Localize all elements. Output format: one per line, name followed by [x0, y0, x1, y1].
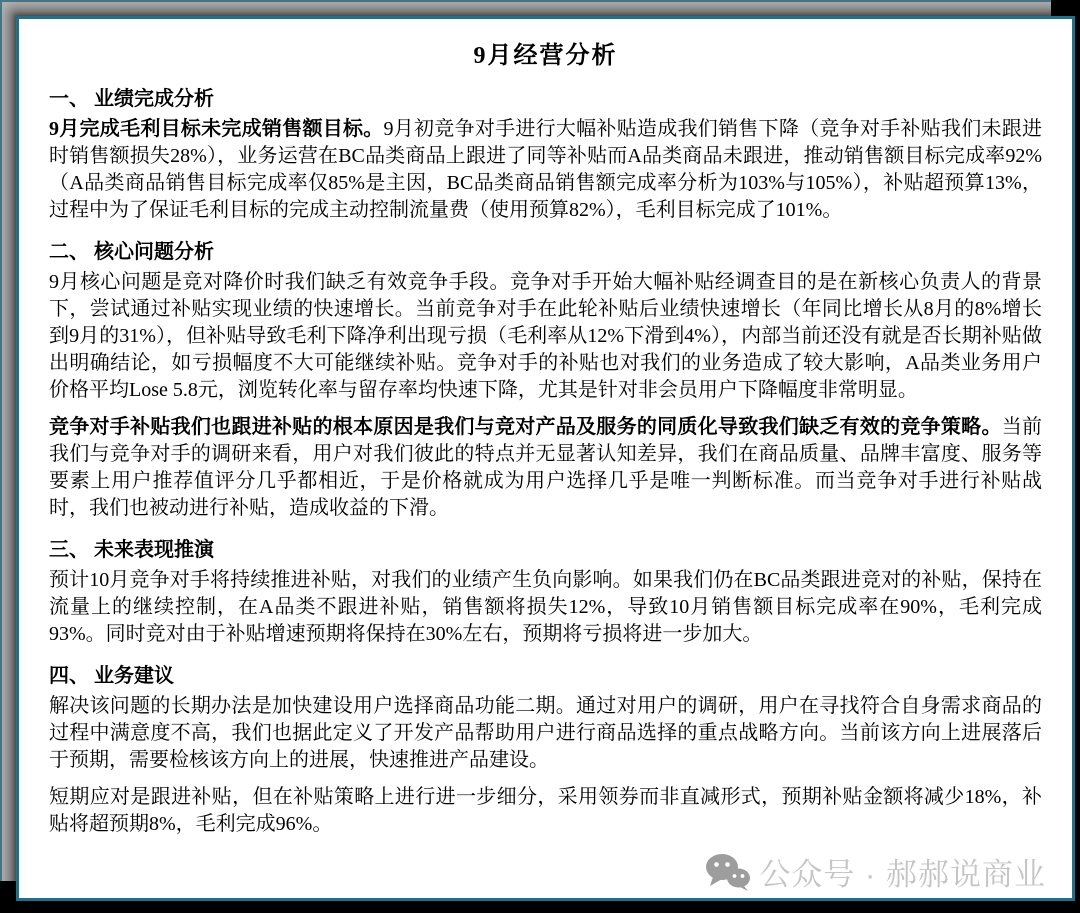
document-content [19, 19, 1072, 898]
paragraph [49, 784, 1042, 838]
watermark [705, 849, 1046, 894]
paragraph [49, 693, 1042, 774]
watermark-text: 公众号 · 郝郝说商业 [759, 857, 1046, 892]
paragraph [49, 269, 1042, 404]
wechat-icon [705, 853, 751, 891]
paragraph-body: 9月核心问题是竞对降价时我们缺乏有效竞争手段。竞争对手开始大幅补贴经调查目的是在新核心负责人的背景下，尝试通过补贴实现业绩的快速增长。当前竞争对手在此轮补贴后业绩快速增长（年同比增长从8月的8%增长到9月的31%），但补贴导致毛利下降净利出现亏损（毛利率从12%下滑到4%），内部当前还没有就是否长期补贴做出明确结论，如亏损幅度不大可能继续补贴。竞争对手的补贴也对我们的业务造成了较大影响，A品类业务用户价格平均Lose 5.8元，浏览转化率与留存率均快速下降，尤其是针对非会员用户下降幅度非常明显。 [49, 271, 1042, 401]
paragraph [49, 414, 1042, 522]
paragraph [49, 116, 1042, 224]
paragraph-body: 当前我们与竞争对手的调研来看，用户对我们彼此的特点并无显著认知差异，我们在商品质量、品牌丰富度、服务等要素上用户推荐值评分几乎都相近，于是价格就成为用户选择几乎是唯一判断标准。而当竞争对手进行补贴战时，我们也被动进行补贴，造成收益的下滑。 [49, 416, 1043, 519]
paragraph-body: 短期应对是跟进补贴，但在补贴策略上进行进一步细分，采用领券而非直减形式，预期补贴金额将减少18%，补贴将超预期8%，毛利完成96%。 [49, 786, 1042, 835]
section-heading-1: 一、 业绩完成分析 [49, 88, 214, 110]
section-heading-3: 三、 未来表现推演 [49, 539, 214, 561]
document-page [16, 16, 1075, 901]
page-title: 9月经营分析 [473, 43, 618, 69]
section-heading-2: 二、 核心问题分析 [49, 241, 214, 263]
paragraph-body: 9月初竞争对手进行大幅补贴造成我们销售下降（竞争对手补贴我们未跟进时销售额损失28%），业务运营在BC品类商品上跟进了同等补贴而A品类商品未跟进，推动销售额目标完成率92%（A品类商品销售目标完成率仅85%是主因，BC品类商品销售额完成率分析为103%与105%），补贴超预算13%，过程中为了保证毛利目标的完成主动控制流量费（使用预算82%），毛利目标完成了101%。 [49, 118, 1043, 221]
section-heading-4: 四、 业务建议 [49, 665, 174, 687]
paragraph-body: 预计10月竞争对手将持续推进补贴，对我们的业绩产生负向影响。如果我们仍在BC品类跟进竞对的补贴，保持在流量上的继续控制，在A品类不跟进补贴，销售额将损失12%，导致10月销售额目标完成率在90%，毛利完成93%。同时竞对由于补贴增速预期将保持在30%左右，预期将亏损将进一步加大。 [49, 569, 1042, 645]
paragraph-lead: 竞争对手补贴我们也跟进补贴的根本原因是我们与竞对产品及服务的同质化导致我们缺乏有效的竞争策略。 [49, 416, 1002, 438]
paragraph [49, 567, 1042, 648]
paragraph-body: 解决该问题的长期办法是加快建设用户选择商品功能二期。通过对用户的调研，用户在寻找符合自身需求商品的过程中满意度不高，我们也据此定义了开发产品帮助用户进行商品选择的重点战略方向。当前该方向上进展落后于预期，需要检核该方向上的进展，快速推进产品建设。 [49, 695, 1042, 771]
paragraph-lead: 9月完成毛利目标未完成销售额目标。 [49, 118, 384, 140]
